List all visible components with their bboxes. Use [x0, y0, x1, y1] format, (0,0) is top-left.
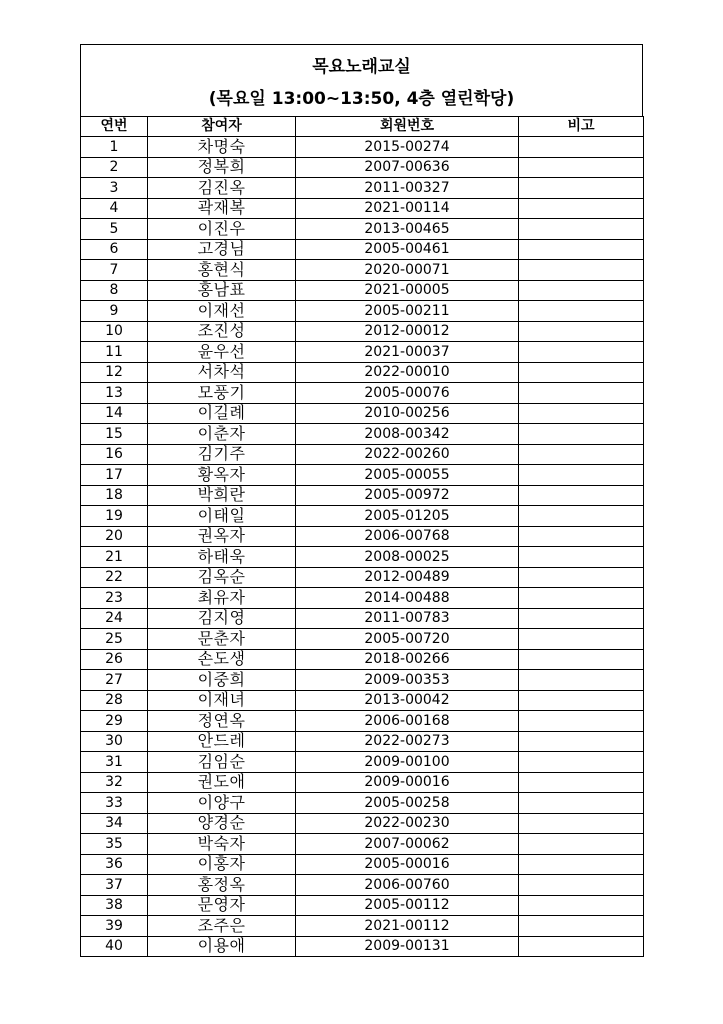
member-id: 2008-00025	[296, 547, 519, 568]
header-note: 비고	[519, 117, 644, 137]
participant-name: 권도애	[148, 772, 296, 793]
table-row	[81, 588, 644, 609]
table-row	[81, 629, 644, 650]
member-id: 2009-00353	[296, 670, 519, 691]
note-cell	[519, 649, 644, 670]
note-cell	[519, 260, 644, 281]
member-id: 2005-00016	[296, 854, 519, 875]
member-id: 2020-00071	[296, 260, 519, 281]
row-number: 38	[81, 895, 148, 916]
participant-name: 정연옥	[148, 711, 296, 732]
member-id: 2022-00010	[296, 362, 519, 383]
note-cell	[519, 588, 644, 609]
member-id: 2021-00037	[296, 342, 519, 363]
member-id: 2006-00768	[296, 526, 519, 547]
row-number: 35	[81, 834, 148, 855]
table-row	[81, 137, 644, 158]
row-number: 39	[81, 916, 148, 937]
note-cell	[519, 875, 644, 896]
header-member-id: 회원번호	[296, 117, 519, 137]
row-number: 36	[81, 854, 148, 875]
participant-name: 조주은	[148, 916, 296, 937]
participant-name: 서차석	[148, 362, 296, 383]
note-cell	[519, 690, 644, 711]
row-number: 18	[81, 485, 148, 506]
member-id: 2010-00256	[296, 403, 519, 424]
member-id: 2012-00489	[296, 567, 519, 588]
table-row	[81, 342, 644, 363]
table-row	[81, 547, 644, 568]
member-id: 2021-00112	[296, 916, 519, 937]
row-number: 29	[81, 711, 148, 732]
participant-name: 윤우선	[148, 342, 296, 363]
participant-name: 문영자	[148, 895, 296, 916]
participant-name: 이태일	[148, 506, 296, 527]
note-cell	[519, 629, 644, 650]
note-cell	[519, 178, 644, 199]
table-row	[81, 280, 644, 301]
header-row	[81, 117, 644, 137]
table-row	[81, 485, 644, 506]
participant-name: 고경님	[148, 239, 296, 260]
participant-name: 이홍자	[148, 854, 296, 875]
row-number: 8	[81, 280, 148, 301]
table-row	[81, 198, 644, 219]
member-id: 2011-00783	[296, 608, 519, 629]
row-number: 14	[81, 403, 148, 424]
member-id: 2021-00005	[296, 280, 519, 301]
member-id: 2005-00258	[296, 793, 519, 814]
note-cell	[519, 219, 644, 240]
row-number: 1	[81, 137, 148, 158]
note-cell	[519, 670, 644, 691]
row-number: 40	[81, 936, 148, 957]
note-cell	[519, 383, 644, 404]
participant-name: 박숙자	[148, 834, 296, 855]
note-cell	[519, 793, 644, 814]
participant-name: 이길례	[148, 403, 296, 424]
member-id: 2006-00168	[296, 711, 519, 732]
row-number: 17	[81, 465, 148, 486]
participant-name: 손도생	[148, 649, 296, 670]
participant-name: 황옥자	[148, 465, 296, 486]
note-cell	[519, 506, 644, 527]
note-cell	[519, 936, 644, 957]
row-number: 31	[81, 752, 148, 773]
note-cell	[519, 526, 644, 547]
member-id: 2012-00012	[296, 321, 519, 342]
table-row	[81, 178, 644, 199]
row-number: 6	[81, 239, 148, 260]
header-participant: 참여자	[148, 117, 296, 137]
row-number: 12	[81, 362, 148, 383]
note-cell	[519, 834, 644, 855]
table-row	[81, 506, 644, 527]
table-row	[81, 239, 644, 260]
participant-name: 김진옥	[148, 178, 296, 199]
participant-table	[80, 116, 644, 957]
table-row	[81, 916, 644, 937]
table-row	[81, 608, 644, 629]
row-number: 2	[81, 157, 148, 178]
member-id: 2014-00488	[296, 588, 519, 609]
row-number: 20	[81, 526, 148, 547]
note-cell	[519, 137, 644, 158]
table-row	[81, 219, 644, 240]
note-cell	[519, 342, 644, 363]
participant-name: 이진우	[148, 219, 296, 240]
row-number: 15	[81, 424, 148, 445]
note-cell	[519, 280, 644, 301]
row-number: 25	[81, 629, 148, 650]
participant-name: 김지영	[148, 608, 296, 629]
note-cell	[519, 772, 644, 793]
row-number: 7	[81, 260, 148, 281]
note-cell	[519, 854, 644, 875]
row-number: 4	[81, 198, 148, 219]
table-row	[81, 424, 644, 445]
member-id: 2009-00100	[296, 752, 519, 773]
note-cell	[519, 608, 644, 629]
row-number: 26	[81, 649, 148, 670]
row-number: 30	[81, 731, 148, 752]
table-row	[81, 465, 644, 486]
table-row	[81, 157, 644, 178]
participant-name: 안드레	[148, 731, 296, 752]
participant-name: 이재녀	[148, 690, 296, 711]
note-cell	[519, 547, 644, 568]
table-row	[81, 690, 644, 711]
member-id: 2005-00461	[296, 239, 519, 260]
note-cell	[519, 485, 644, 506]
member-id: 2013-00465	[296, 219, 519, 240]
participant-name: 양경순	[148, 813, 296, 834]
table-row	[81, 403, 644, 424]
row-number: 22	[81, 567, 148, 588]
note-cell	[519, 362, 644, 383]
participant-name: 하태욱	[148, 547, 296, 568]
row-number: 28	[81, 690, 148, 711]
participant-name: 모풍기	[148, 383, 296, 404]
note-cell	[519, 895, 644, 916]
table-row	[81, 362, 644, 383]
table-row	[81, 731, 644, 752]
note-cell	[519, 301, 644, 322]
participant-name: 이재선	[148, 301, 296, 322]
member-id: 2007-00636	[296, 157, 519, 178]
table-row	[81, 526, 644, 547]
member-id: 2022-00273	[296, 731, 519, 752]
row-number: 3	[81, 178, 148, 199]
header-number: 연번	[81, 117, 148, 137]
table-row	[81, 321, 644, 342]
member-id: 2022-00230	[296, 813, 519, 834]
participant-name: 권옥자	[148, 526, 296, 547]
table-row	[81, 834, 644, 855]
note-cell	[519, 711, 644, 732]
participant-name: 이춘자	[148, 424, 296, 445]
row-number: 19	[81, 506, 148, 527]
participant-name: 홍남표	[148, 280, 296, 301]
participant-name: 정복희	[148, 157, 296, 178]
row-number: 11	[81, 342, 148, 363]
note-cell	[519, 465, 644, 486]
participant-name: 차명숙	[148, 137, 296, 158]
table-row	[81, 383, 644, 404]
note-cell	[519, 198, 644, 219]
table-row	[81, 936, 644, 957]
participant-name: 이중희	[148, 670, 296, 691]
participant-name: 홍현식	[148, 260, 296, 281]
member-id: 2005-01205	[296, 506, 519, 527]
member-id: 2013-00042	[296, 690, 519, 711]
participant-name: 조진성	[148, 321, 296, 342]
row-number: 16	[81, 444, 148, 465]
table-row	[81, 793, 644, 814]
row-number: 24	[81, 608, 148, 629]
attendance-sheet	[80, 44, 643, 957]
member-id: 2022-00260	[296, 444, 519, 465]
member-id: 2005-00112	[296, 895, 519, 916]
member-id: 2009-00131	[296, 936, 519, 957]
member-id: 2008-00342	[296, 424, 519, 445]
table-row	[81, 813, 644, 834]
participant-name: 곽재복	[148, 198, 296, 219]
row-number: 27	[81, 670, 148, 691]
member-id: 2005-00055	[296, 465, 519, 486]
row-number: 34	[81, 813, 148, 834]
member-id: 2015-00274	[296, 137, 519, 158]
member-id: 2018-00266	[296, 649, 519, 670]
member-id: 2005-00972	[296, 485, 519, 506]
row-number: 5	[81, 219, 148, 240]
note-cell	[519, 916, 644, 937]
table-row	[81, 854, 644, 875]
table-row	[81, 260, 644, 281]
table-row	[81, 567, 644, 588]
table-row	[81, 752, 644, 773]
note-cell	[519, 239, 644, 260]
table-row	[81, 444, 644, 465]
member-id: 2005-00720	[296, 629, 519, 650]
row-number: 13	[81, 383, 148, 404]
note-cell	[519, 157, 644, 178]
note-cell	[519, 731, 644, 752]
table-row	[81, 772, 644, 793]
note-cell	[519, 752, 644, 773]
table-row	[81, 875, 644, 896]
table-row	[81, 670, 644, 691]
member-id: 2009-00016	[296, 772, 519, 793]
participant-name: 이양구	[148, 793, 296, 814]
row-number: 9	[81, 301, 148, 322]
table-row	[81, 711, 644, 732]
member-id: 2007-00062	[296, 834, 519, 855]
note-cell	[519, 567, 644, 588]
member-id: 2006-00760	[296, 875, 519, 896]
note-cell	[519, 813, 644, 834]
participant-name: 김임순	[148, 752, 296, 773]
row-number: 21	[81, 547, 148, 568]
note-cell	[519, 424, 644, 445]
participant-name: 김옥순	[148, 567, 296, 588]
participant-name: 이용애	[148, 936, 296, 957]
table-row	[81, 895, 644, 916]
page-subtitle: (목요일 13:00~13:50, 4층 열린학당)	[208, 89, 515, 109]
page-title: 목요노래교실	[312, 57, 411, 77]
note-cell	[519, 403, 644, 424]
participant-name: 최유자	[148, 588, 296, 609]
note-cell	[519, 444, 644, 465]
table-row	[81, 649, 644, 670]
member-id: 2005-00211	[296, 301, 519, 322]
title-block	[80, 44, 643, 116]
member-id: 2005-00076	[296, 383, 519, 404]
table-row	[81, 301, 644, 322]
row-number: 37	[81, 875, 148, 896]
member-id: 2011-00327	[296, 178, 519, 199]
member-id: 2021-00114	[296, 198, 519, 219]
row-number: 23	[81, 588, 148, 609]
participant-name: 박희란	[148, 485, 296, 506]
row-number: 10	[81, 321, 148, 342]
note-cell	[519, 321, 644, 342]
participant-name: 문춘자	[148, 629, 296, 650]
row-number: 33	[81, 793, 148, 814]
participant-name: 홍정옥	[148, 875, 296, 896]
row-number: 32	[81, 772, 148, 793]
participant-name: 김기주	[148, 444, 296, 465]
